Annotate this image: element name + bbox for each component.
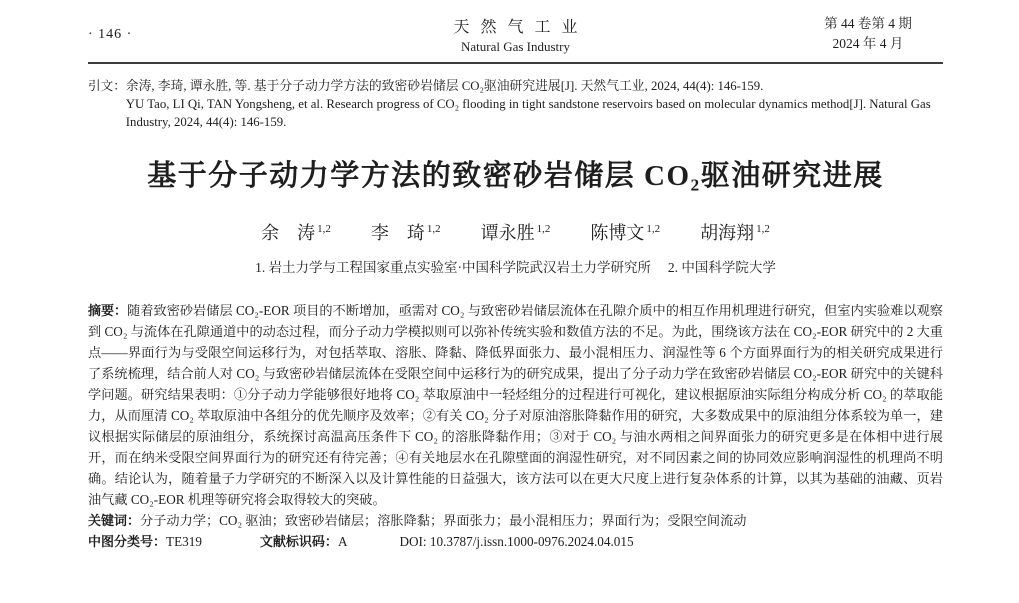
doc-code-label: 文献标识码：: [259, 534, 338, 549]
author: [481, 219, 551, 245]
doi-label: DOI:: [399, 534, 430, 549]
abstract-label: 摘要：: [88, 303, 128, 318]
author: [371, 219, 441, 245]
doc-code-value: A: [337, 534, 348, 549]
author-line: [88, 219, 943, 245]
keywords-label: 关键词：: [88, 513, 141, 528]
author: [261, 219, 331, 245]
citation-label: 引文：: [88, 79, 126, 93]
author-name: 谭永胜: [480, 223, 535, 243]
keywords-text: 分子动力学；CO₂ 驱油；致密砂岩储层；溶胀降黏；界面张力；最小混相压力；界面行为；受限空间流动: [140, 513, 747, 528]
page-number: · 146 ·: [88, 26, 133, 42]
journal-title-block: [442, 14, 588, 55]
affiliation-line: 1. 岩土力学与工程国家重点实验室·中国科学院武汉岩土力学研究所 2. 中国科学院大学: [255, 260, 776, 275]
journal-title-en: Natural Gas Industry: [460, 39, 570, 54]
author-affil-sup: 1,2: [536, 223, 551, 235]
citation-body: [126, 77, 943, 131]
abstract-paragraph: [88, 300, 943, 510]
keywords-line: [88, 510, 943, 531]
doc-code-item: [260, 531, 348, 552]
author-affil-sup: 1,2: [756, 223, 770, 235]
doi-item: [399, 531, 633, 552]
author-name: 胡海翔: [700, 223, 755, 243]
citation-chinese: 余涛, 李琦, 谭永胜, 等. 基于分子动力学方法的致密砂岩储层 CO₂驱油研究进展[J]. 天然气工业, 2024, 44(4): 146-159.: [125, 79, 764, 93]
issue-info-block: [793, 14, 943, 55]
issue-date: 2024 年 4 月: [832, 36, 904, 51]
author: [590, 219, 660, 245]
doi-value: 10.3787/j.issn.1000-0976.2024.04.015: [429, 534, 634, 549]
journal-title-cn: 天然气工业: [453, 19, 589, 36]
author-name: 余 涛: [261, 223, 316, 243]
article-meta-line: [88, 531, 943, 552]
citation-block: [88, 77, 943, 131]
citation-english: YU Tao, LI Qi, TAN Yongsheng, et al. Research progress of CO₂ flooding in tight sandstone reservoirs based on molecular dynamics method[J]. Natural Gas Industry, 2024, 44(4): 146-159.: [125, 97, 931, 129]
abstract-text: 随着致密砂岩储层 CO₂-EOR 项目的不断增加，亟需对 CO₂ 与致密砂岩储层流体在孔隙介质中的相互作用机理进行研究，但室内实验难以观察到 CO₂ 与流体在孔隙通道中的动态过程，而分子动力学模拟则可以弥补传统实验和数值方法的不足。为此，围绕该方法在 CO₂-EOR 研究中的 2 大重点——界面行为与受限空间运移行为，对包括萃取、溶胀、降黏、降低界面张力、最小混相压力、润湿性等 6 个方面界面行为的相关研究成果进行了系统梳理，结合前人对 CO₂ 与致密砂岩储层流体在受限空间中运移行为的研究成果，提出了分子动力学在致密砂岩储层 CO₂-EOR 研究中的关键科学问题。研究结果表明：①分子动力学能够很好地将 CO₂ 萃取原油中一轻烃组分的过程进行可视化，建议根据原油实际组分构成分析 CO₂ 的萃取能力，从而厘清 CO₂ 萃取原油中各组分的优先顺序及效率；②有关 CO₂ 分子对原油溶胀降黏作用的研究，大多数成果中的原油组分体系较为单一，建议根据实际储层的原油组分，系统探讨高温高压条件下 CO₂ 的溶胀降黏作用；③对于 CO₂ 与油水两相之间界面张力的研究更多是在体相中进行展开，而在纳米受限空间界面行为的研究还有待完善；④有关地层水在孔隙壁面的润湿性研究，对不同因素之间的协同效应影响润湿性的机理尚不明确。结论认为，随着量子力学研究的不断深入以及计算性能的日益强大，该方法可以在更大尺度上进行复杂体系的计算，以其为基础的油藏、页岩油气藏 CO₂-EOR 机理等研究将会取得较大的突破。: [88, 303, 943, 507]
author-affil-sup: 1,2: [426, 223, 441, 235]
volume-issue: 第 44 卷第 4 期: [824, 16, 912, 31]
author-name: 李 琦: [370, 223, 425, 243]
author: [700, 219, 770, 245]
journal-header: [88, 14, 943, 64]
author-affil-sup: 1,2: [646, 223, 661, 235]
article-title: 基于分子动力学方法的致密砂岩储层 CO₂驱油研究进展: [147, 160, 884, 192]
clc-value: TE319: [166, 534, 202, 549]
clc-label: 中图分类号：: [88, 534, 167, 549]
clc-item: [88, 531, 202, 552]
author-name: 陈博文: [590, 223, 645, 243]
author-affil-sup: 1,2: [317, 223, 331, 235]
